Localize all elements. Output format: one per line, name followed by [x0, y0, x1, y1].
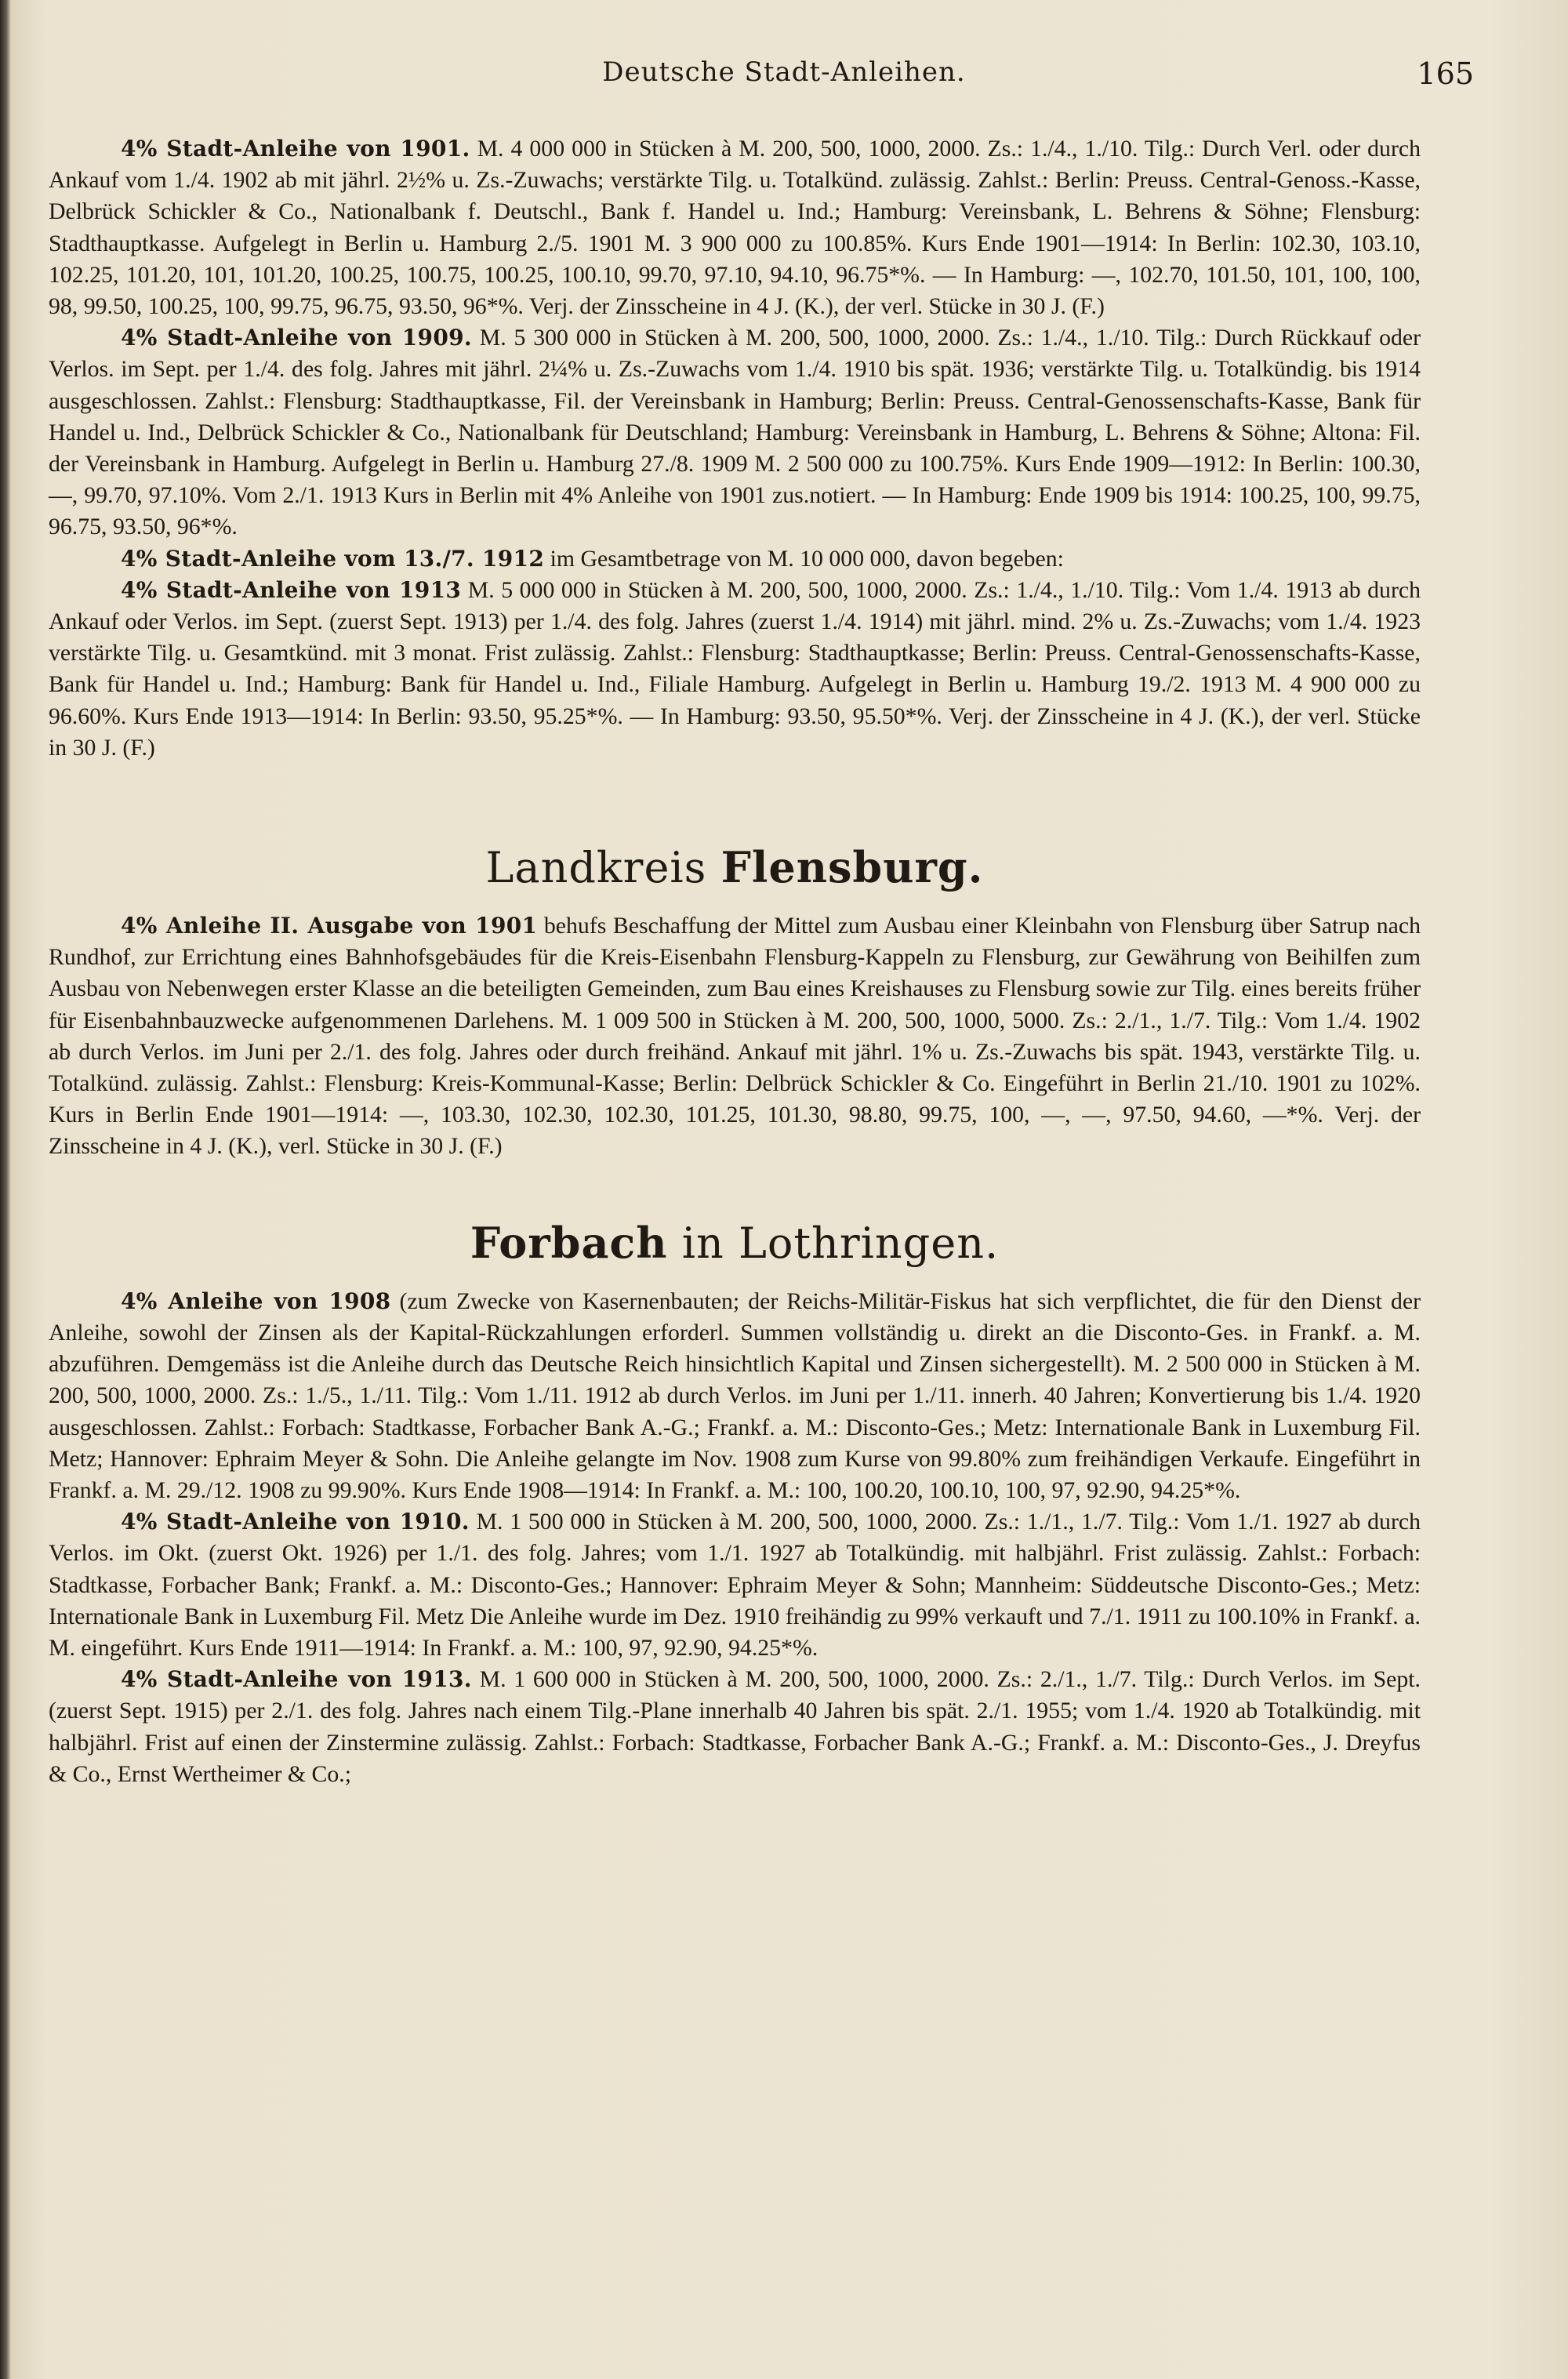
entry-text: M. 1 500 000 in Stücken à M. 200, 500, 1000, 2000. Zs.: 1./1., 1./7. Tilg.: Vom 1./1. 1927 ab durch Verlos. im Okt. (zuerst Okt. 1926) per 1./1. des folg. Jahres; vom 1./1. 1927 ab Totalkündig. mit halbjährl. Frist zulässig. Zahlst.: Forbach: Stadtkasse, Forbacher Bank; Frankf. a. M.: Disconto-Ges.; Hannover: Ephraim Meyer & Sohn; Mannheim: Süddeutsche Disconto-Ges.; Metz: Internationale Bank in Luxemburg Fil. Metz Die Anleihe wurde im Dez. 1910 freihändig zu 99% verkauft und 7./1. 1911 zu 100.10% in Frankf. a. M. eingeführt. Kurs Ende 1911—1914: In Frankf. a. M.: 100, 97, 92.90, 94.25*%.	[49, 1509, 1421, 1661]
entry-heading: 4% Anleihe von 1908	[121, 1288, 391, 1314]
bond-entry-flensburg-1901	[49, 133, 1421, 322]
entry-heading: 4% Stadt-Anleihe von 1913	[121, 576, 462, 603]
entry-heading: 4% Stadt-Anleihe von 1910.	[121, 1509, 470, 1535]
section-title-bold: Forbach	[470, 1217, 668, 1268]
bond-entry-forbach-1910	[49, 1506, 1421, 1664]
entry-text: M. 1 600 000 in Stücken à M. 200, 500, 1000, 2000. Zs.: 2./1., 1./7. Tilg.: Durch Verlos. im Sept. (zuerst Sept. 1915) per 2./1. des folg. Jahres nach einem Tilg.-Plane innerhalb 40 Jahren bis spät. 2./1. 1955; vom 1./4. 1920 ab Totalkündig. mit halbjährl. Frist auf einen der Zinstermine zulässig. Zahlst.: Forbach: Stadtkasse, Forbacher Bank A.-G.; Frankf. a. M.: Disconto-Ges., J. Dreyfus & Co., Ernst Wertheimer & Co.;	[49, 1666, 1421, 1787]
page-spine-shadow	[0, 0, 11, 2379]
section-title-plain: in Lothringen.	[681, 1218, 1000, 1268]
bond-entry-flensburg-1912	[49, 543, 1421, 575]
entry-heading: 4% Stadt-Anleihe vom 13./7. 1912	[121, 545, 545, 572]
entry-text: M. 5 000 000 in Stücken à M. 200, 500, 1000, 2000. Zs.: 1./4., 1./10. Tilg.: Vom 1./4. 1913 ab durch Ankauf oder Verlos. im Sept. (zuerst Sept. 1913) per 1./4. des folg. Jahres (zuerst 1./4. 1914) mit jährl. mind. 2% u. Zs.-Zuwachs; vom 1./4. 1923 verstärkte Tilg. u. Gesamtkünd. mit 3 monat. Frist zulässig. Zahlst.: Flensburg: Stadthauptkasse; Berlin: Preuss. Central-Genossenschafts-Kasse, Bank für Handel u. Ind.; Hamburg: Bank für Handel u. Ind., Filiale Hamburg. Aufgelegt in Berlin u. Hamburg 19./2. 1913 M. 4 900 000 zu 96.60%. Kurs Ende 1913—1914: In Berlin: 93.50, 95.25*%. — In Hamburg: 93.50, 95.50*%. Verj. der Zinsscheine in 4 J. (K.), der verl. Stücke in 30 J. (F.)	[49, 576, 1421, 761]
section-title-landkreis-flensburg	[49, 842, 1421, 893]
entry-text: (zum Zwecke von Kasernenbauten; der Reichs-Militär-Fiskus hat sich verpflichtet, die für den Dienst der Anleihe, sowohl der Zinsen als der Kapital-Rückzahlungen erforderl. Summen vollständig u. direkt an die Disconto-Ges. in Frankf. a. M. abzuführen. Demgemäss ist die Anleihe durch das Deutsche Reich hinsichtlich Kapital und Zinsen sichergestellt). M. 2 500 000 in Stücken à M. 200, 500, 1000, 2000. Zs.: 1./5., 1./11. Tilg.: Vom 1./11. 1912 ab durch Verlos. im Juni per 1./11. innerh. 40 Jahren; Konvertierung bis 1./4. 1920 ausgeschlossen. Zahlst.: Forbach: Stadtkasse, Forbacher Bank A.-G.; Frankf. a. M.: Disconto-Ges.; Metz: Internationale Bank in Luxemburg Fil. Metz; Hannover: Ephraim Meyer & Sohn. Die Anleihe gelangte im Nov. 1908 zum Kurse von 99.80% zum freihändigen Verkaufe. Eingeführt in Frankf. a. M. 29./12. 1908 zu 99.90%. Kurs Ende 1908—1914: In Frankf. a. M.: 100, 100.20, 100.10, 100, 97, 92.90, 94.25*%.	[49, 1288, 1421, 1503]
entry-heading: 4% Anleihe II. Ausgabe von 1901	[121, 913, 538, 939]
bond-entry-flensburg-1913	[49, 575, 1421, 764]
section-title-plain: Landkreis	[485, 843, 721, 893]
page-body	[49, 133, 1421, 1790]
bond-entry-forbach-1913	[49, 1664, 1421, 1790]
entry-text: behufs Beschaffung der Mittel zum Ausbau einer Kleinbahn von Flensburg über Satrup nach Rundhof, zur Errichtung eines Bahnhofsgebäudes für die Kreis-Eisenbahn Flensburg-Kappeln zu Flensburg, zur Gewährung von Beihilfen zum Ausbau von Nebenwegen erster Klasse an die beteiligten Gemeinden, zum Bau eines Kreishauses zu Flensburg sowie zur Tilg. eines bereits früher für Eisenbahnbauzwecke aufgenommenen Darlehens. M. 1 009 500 in Stücken à M. 200, 500, 1000, 5000. Zs.: 2./1., 1./7. Tilg.: Vom 1./4. 1902 ab durch Verlos. im Juni per 2./1. des folg. Jahres oder durch freihänd. Ankauf mit jährl. 1% u. Zs.-Zuwachs bis spät. 1943, verstärkte Tilg. u. Totalkünd. zulässig. Zahlst.: Flensburg: Kreis-Kommunal-Kasse; Berlin: Delbrück Schickler & Co. Eingeführt in Berlin 21./10. 1901 zu 102%. Kurs in Berlin Ende 1901—1914: —, 103.30, 102.30, 102.30, 101.25, 101.30, 98.80, 99.75, 100, —, —, 97.50, 94.60, —*%. Verj. der Zinsscheine in 4 J. (K.), verl. Stücke in 30 J. (F.)	[49, 913, 1421, 1160]
page-header	[47, 56, 1521, 96]
entry-heading: 4% Stadt-Anleihe von 1901.	[121, 136, 470, 162]
running-title: Deutsche Stadt-Anleihen.	[602, 56, 966, 88]
entry-heading: 4% Stadt-Anleihe von 1913.	[121, 1666, 472, 1693]
entry-text: M. 5 300 000 in Stücken à M. 200, 500, 1000, 2000. Zs.: 1./4., 1./10. Tilg.: Durch Rückkauf oder Verlos. im Sept. per 1./4. des folg. Jahres mit jährl. 2¼% u. Zs.-Zuwachs vom 1./4. 1910 bis spät. 1936; verstärkte Tilg. u. Totalkündig. bis 1914 ausgeschlossen. Zahlst.: Flensburg: Stadthauptkasse, Fil. der Vereinsbank in Hamburg; Berlin: Preuss. Central-Genossenschafts-Kasse, Bank für Handel u. Ind., Delbrück Schickler & Co., Nationalbank für Deutschland; Hamburg: Vereinsbank in Hamburg, L. Behrens & Söhne; Altona: Fil. der Vereinsbank in Hamburg. Aufgelegt in Berlin u. Hamburg 27./8. 1909 M. 2 500 000 zu 100.75%. Kurs Ende 1909—1912: In Berlin: 100.30, —, 99.70, 97.10%. Vom 2./1. 1913 Kurs in Berlin mit 4% Anleihe von 1901 zus.notiert. — In Hamburg: Ende 1909 bis 1914: 100.25, 100, 99.75, 96.75, 93.50, 96*%.	[49, 325, 1421, 540]
bond-entry-flensburg-1909	[49, 322, 1421, 543]
entry-text: M. 4 000 000 in Stücken à M. 200, 500, 1000, 2000. Zs.: 1./4., 1./10. Tilg.: Durch Verl. oder durch Ankauf vom 1./4. 1902 ab mit jährl. 2½% u. Zs.-Zuwachs; verstärkte Tilg. u. Totalkünd. zulässig. Zahlst.: Berlin: Preuss. Central-Genoss.-Kasse, Delbrück Schickler & Co., Nationalbank f. Deutschl., Bank f. Handel u. Ind.; Hamburg: Vereinsbank, L. Behrens & Söhne; Flensburg: Stadthauptkasse. Aufgelegt in Berlin u. Hamburg 2./5. 1901 M. 3 900 000 zu 100.85%. Kurs Ende 1901—1914: In Berlin: 102.30, 103.10, 102.25, 101.20, 101, 101.20, 100.25, 100.75, 100.25, 100.10, 99.70, 97.10, 94.10, 96.75*%. — In Hamburg: —, 102.70, 101.50, 101, 100, 100, 98, 99.50, 100.25, 100, 99.75, 96.75, 93.50, 96*%. Verj. der Zinsscheine in 4 J. (K.), der verl. Stücke in 30 J. (F.)	[49, 136, 1421, 320]
bond-entry-landkreis-1901	[49, 910, 1421, 1163]
page-number: 165	[1417, 56, 1474, 91]
bond-entry-forbach-1908	[49, 1286, 1421, 1506]
section-title-forbach	[49, 1218, 1421, 1269]
entry-text: im Gesamtbetrage von M. 10 000 000, davon begeben:	[550, 545, 1064, 572]
entry-heading: 4% Stadt-Anleihe von 1909.	[121, 325, 472, 351]
section-title-bold: Flensburg.	[720, 842, 984, 893]
